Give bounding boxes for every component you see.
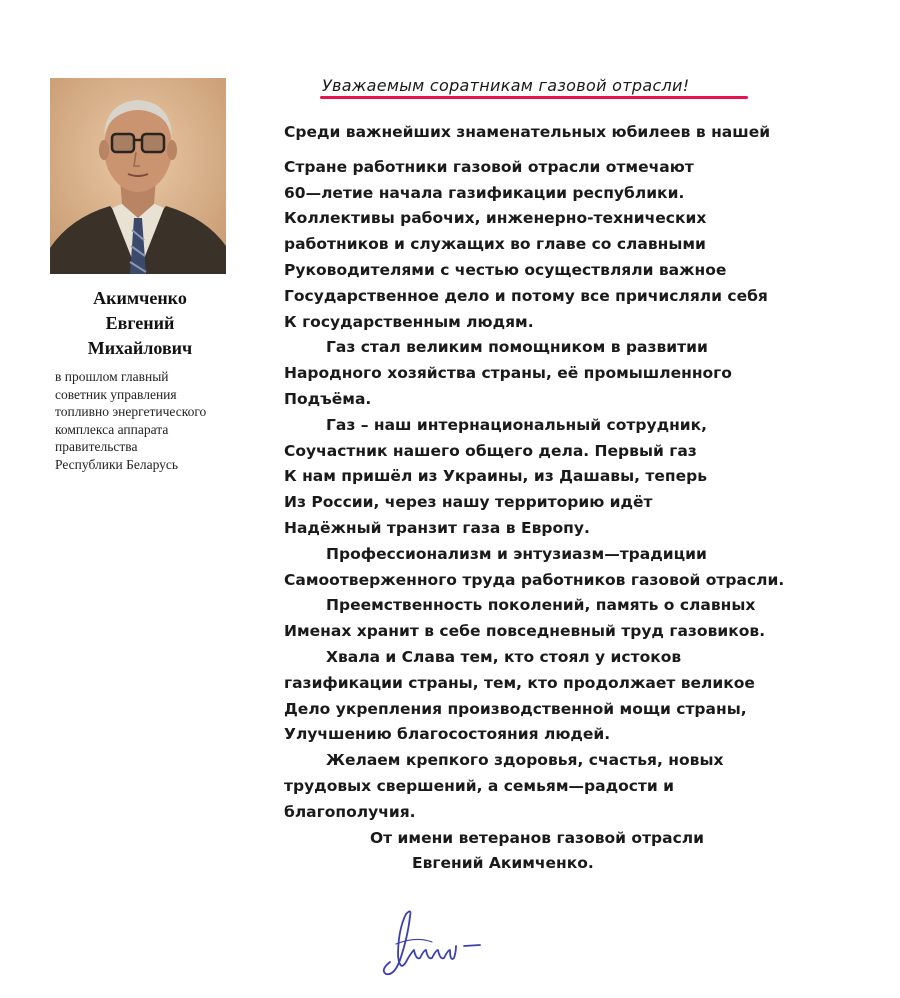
closing-signature-name: Евгений Акимченко. [412,854,594,873]
letter-line: Желаем крепкого здоровья, счастья, новых [326,751,724,770]
letter-line: Профессионализм и энтузиазм—традиции [326,544,707,563]
letter-line: Газ стал великим помощником в развитии [326,338,708,357]
person-surname: Акимченко [93,288,187,308]
letter-line: Руководителями с честью осуществляли важное [284,260,727,279]
person-first-name: Евгений [105,313,175,333]
letter-line: Соучастник нашего общего дела. Первый газ [284,441,697,460]
letter-line: Надёжный транзит газа в Европу. [284,518,590,537]
letter-line: газификации страны, тем, кто продолжает великое [284,673,755,692]
letter-line: Именах хранит в себе повседневный труд газовиков. [284,622,766,641]
letter-body [284,120,884,877]
letter-line: Подъёма. [284,389,372,408]
bio-line: в прошлом главный [55,369,169,384]
bio-line: Республики Беларусь [55,456,179,472]
letter-line: Газ – наш интернациональный сотрудник, [326,415,708,434]
person-bio [55,368,255,473]
closing-line: От имени ветеранов газовой отрасли [370,828,705,847]
handwritten-signature [376,900,486,980]
letter-line: Хвала и Слава тем, кто стоял у истоков [326,647,682,666]
salutation-underline [320,96,748,99]
letter-line: К нам пришёл из Украины, из Дашавы, теперь [284,467,708,486]
letter-line: К государственным людям. [284,312,534,331]
bio-line: правительства [55,439,138,454]
letter-line: Улучшению благосостояния людей. [284,725,611,744]
person-name [40,286,240,361]
salutation-heading: Уважаемым соратникам газовой отрасли! [322,76,690,95]
letter-line: Коллективы рабочих, инженерно-технических [284,209,707,228]
letter-line: Преемственность поколений, память о славных [326,596,756,615]
letter-line: благополучия. [284,802,416,821]
letter-line: Государственное дело и потому все причисляли себя [284,286,768,305]
letter-line: трудовых свершений, а семьям—радости и [284,776,675,795]
letter-line: Самоотверженного труда работников газовой отрасли. [284,570,785,589]
bio-line: советник управления [55,386,177,402]
letter-line: 60—летие начала газификации республики. [284,183,685,202]
letter-line: Стране работники газовой отрасли отмечают [284,157,694,176]
letter-line: работников и служащих во главе со славными [284,235,706,254]
letter-line: Дело укрепления производственной мощи страны, [284,699,747,718]
letter-line: Из России, через нашу территорию идёт [284,493,653,512]
bio-line: комплекса аппарата [55,421,169,437]
person-patronymic: Михайлович [87,338,193,358]
letter-line: Народного хозяйства страны, её промышленного [284,364,732,383]
letter-line: Среди важнейших знаменательных юбилеев в нашей [284,123,771,141]
portrait-photo [50,78,226,274]
bio-line: топливно энергетического [55,404,207,419]
